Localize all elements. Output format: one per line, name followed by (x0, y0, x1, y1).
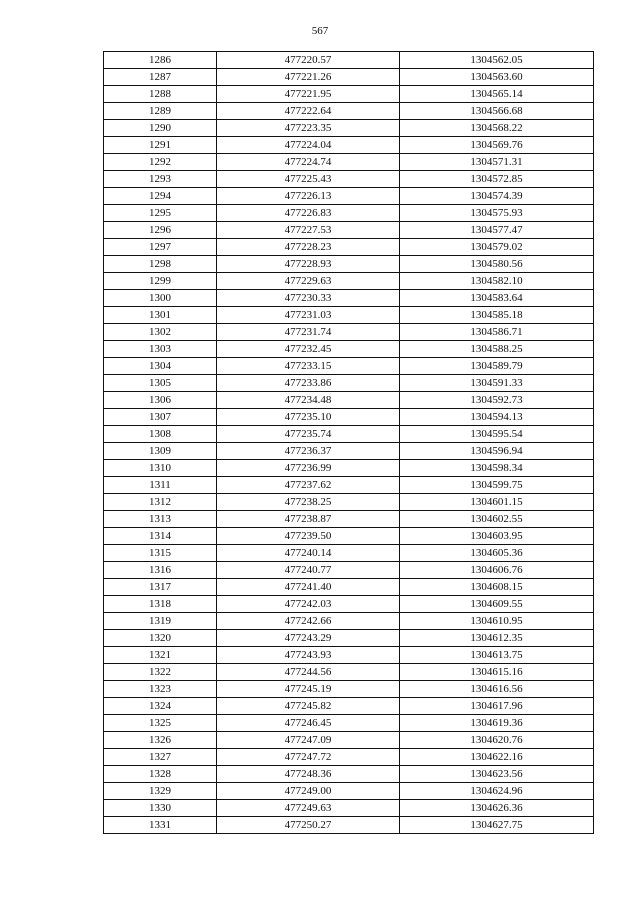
x-coordinate-cell: 477243.29 (217, 630, 400, 647)
x-coordinate-cell: 477248.36 (217, 766, 400, 783)
y-coordinate-cell: 1304588.25 (400, 341, 594, 358)
y-coordinate-cell: 1304562.05 (400, 52, 594, 69)
table-row (104, 154, 594, 171)
y-coordinate-cell: 1304580.56 (400, 256, 594, 273)
point-number-cell: 1288 (104, 86, 217, 103)
y-coordinate-cell: 1304606.76 (400, 562, 594, 579)
y-coordinate-cell: 1304571.31 (400, 154, 594, 171)
y-coordinate-cell: 1304626.36 (400, 800, 594, 817)
table-row (104, 562, 594, 579)
y-coordinate-cell: 1304595.54 (400, 426, 594, 443)
table-row (104, 86, 594, 103)
x-coordinate-cell: 477249.63 (217, 800, 400, 817)
point-number-cell: 1308 (104, 426, 217, 443)
x-coordinate-cell: 477243.93 (217, 647, 400, 664)
table-row (104, 681, 594, 698)
point-number-cell: 1320 (104, 630, 217, 647)
x-coordinate-cell: 477232.45 (217, 341, 400, 358)
x-coordinate-cell: 477245.19 (217, 681, 400, 698)
table-row (104, 715, 594, 732)
y-coordinate-cell: 1304586.71 (400, 324, 594, 341)
point-number-cell: 1329 (104, 783, 217, 800)
point-number-cell: 1328 (104, 766, 217, 783)
x-coordinate-cell: 477234.48 (217, 392, 400, 409)
table-row (104, 749, 594, 766)
x-coordinate-cell: 477250.27 (217, 817, 400, 834)
y-coordinate-cell: 1304572.85 (400, 171, 594, 188)
point-number-cell: 1313 (104, 511, 217, 528)
y-coordinate-cell: 1304563.60 (400, 69, 594, 86)
table-row (104, 613, 594, 630)
y-coordinate-cell: 1304613.75 (400, 647, 594, 664)
point-number-cell: 1303 (104, 341, 217, 358)
table-row (104, 800, 594, 817)
point-number-cell: 1330 (104, 800, 217, 817)
y-coordinate-cell: 1304599.75 (400, 477, 594, 494)
y-coordinate-cell: 1304565.14 (400, 86, 594, 103)
point-number-cell: 1293 (104, 171, 217, 188)
x-coordinate-cell: 477222.64 (217, 103, 400, 120)
y-coordinate-cell: 1304568.22 (400, 120, 594, 137)
table-row (104, 596, 594, 613)
point-number-cell: 1289 (104, 103, 217, 120)
table-row (104, 103, 594, 120)
table-row (104, 443, 594, 460)
point-number-cell: 1297 (104, 239, 217, 256)
y-coordinate-cell: 1304592.73 (400, 392, 594, 409)
x-coordinate-cell: 477229.63 (217, 273, 400, 290)
y-coordinate-cell: 1304575.93 (400, 205, 594, 222)
page-number: 567 (311, 25, 329, 37)
x-coordinate-cell: 477231.03 (217, 307, 400, 324)
point-number-cell: 1325 (104, 715, 217, 732)
y-coordinate-cell: 1304596.94 (400, 443, 594, 460)
point-number-cell: 1307 (104, 409, 217, 426)
table-row (104, 256, 594, 273)
x-coordinate-cell: 477236.37 (217, 443, 400, 460)
x-coordinate-cell: 477242.66 (217, 613, 400, 630)
x-coordinate-cell: 477245.82 (217, 698, 400, 715)
x-coordinate-cell: 477237.62 (217, 477, 400, 494)
y-coordinate-cell: 1304603.95 (400, 528, 594, 545)
point-number-cell: 1315 (104, 545, 217, 562)
x-coordinate-cell: 477239.50 (217, 528, 400, 545)
x-coordinate-cell: 477230.33 (217, 290, 400, 307)
point-number-cell: 1300 (104, 290, 217, 307)
x-coordinate-cell: 477233.15 (217, 358, 400, 375)
table-row (104, 137, 594, 154)
table-row (104, 817, 594, 834)
y-coordinate-cell: 1304609.55 (400, 596, 594, 613)
table-row (104, 52, 594, 69)
table-row (104, 528, 594, 545)
table-row (104, 171, 594, 188)
point-number-cell: 1319 (104, 613, 217, 630)
x-coordinate-cell: 477221.95 (217, 86, 400, 103)
table-row (104, 460, 594, 477)
point-number-cell: 1299 (104, 273, 217, 290)
table-row (104, 579, 594, 596)
y-coordinate-cell: 1304610.95 (400, 613, 594, 630)
table-row (104, 222, 594, 239)
x-coordinate-cell: 477240.14 (217, 545, 400, 562)
point-number-cell: 1290 (104, 120, 217, 137)
y-coordinate-cell: 1304602.55 (400, 511, 594, 528)
x-coordinate-cell: 477226.83 (217, 205, 400, 222)
table-row (104, 120, 594, 137)
y-coordinate-cell: 1304566.68 (400, 103, 594, 120)
y-coordinate-cell: 1304615.16 (400, 664, 594, 681)
table-row (104, 188, 594, 205)
point-number-cell: 1305 (104, 375, 217, 392)
x-coordinate-cell: 477247.09 (217, 732, 400, 749)
point-number-cell: 1316 (104, 562, 217, 579)
coordinates-table-body (104, 52, 594, 834)
point-number-cell: 1301 (104, 307, 217, 324)
table-row (104, 392, 594, 409)
point-number-cell: 1309 (104, 443, 217, 460)
point-number-cell: 1321 (104, 647, 217, 664)
table-row (104, 205, 594, 222)
x-coordinate-cell: 477249.00 (217, 783, 400, 800)
point-number-cell: 1304 (104, 358, 217, 375)
point-number-cell: 1296 (104, 222, 217, 239)
point-number-cell: 1291 (104, 137, 217, 154)
table-row (104, 358, 594, 375)
point-number-cell: 1324 (104, 698, 217, 715)
y-coordinate-cell: 1304591.33 (400, 375, 594, 392)
point-number-cell: 1286 (104, 52, 217, 69)
point-number-cell: 1292 (104, 154, 217, 171)
x-coordinate-cell: 477221.26 (217, 69, 400, 86)
point-number-cell: 1314 (104, 528, 217, 545)
x-coordinate-cell: 477242.03 (217, 596, 400, 613)
x-coordinate-cell: 477244.56 (217, 664, 400, 681)
table-row (104, 766, 594, 783)
y-coordinate-cell: 1304601.15 (400, 494, 594, 511)
point-number-cell: 1310 (104, 460, 217, 477)
point-number-cell: 1287 (104, 69, 217, 86)
x-coordinate-cell: 477238.25 (217, 494, 400, 511)
x-coordinate-cell: 477227.53 (217, 222, 400, 239)
table-row (104, 698, 594, 715)
y-coordinate-cell: 1304579.02 (400, 239, 594, 256)
x-coordinate-cell: 477246.45 (217, 715, 400, 732)
table-row (104, 511, 594, 528)
x-coordinate-cell: 477226.13 (217, 188, 400, 205)
table-row (104, 307, 594, 324)
point-number-cell: 1294 (104, 188, 217, 205)
point-number-cell: 1323 (104, 681, 217, 698)
x-coordinate-cell: 477235.74 (217, 426, 400, 443)
y-coordinate-cell: 1304605.36 (400, 545, 594, 562)
coordinates-table (103, 51, 594, 834)
point-number-cell: 1302 (104, 324, 217, 341)
x-coordinate-cell: 477247.72 (217, 749, 400, 766)
y-coordinate-cell: 1304617.96 (400, 698, 594, 715)
y-coordinate-cell: 1304574.39 (400, 188, 594, 205)
y-coordinate-cell: 1304619.36 (400, 715, 594, 732)
y-coordinate-cell: 1304598.34 (400, 460, 594, 477)
table-row (104, 664, 594, 681)
table-row (104, 426, 594, 443)
x-coordinate-cell: 477235.10 (217, 409, 400, 426)
point-number-cell: 1306 (104, 392, 217, 409)
table-row (104, 494, 594, 511)
y-coordinate-cell: 1304583.64 (400, 290, 594, 307)
x-coordinate-cell: 477241.40 (217, 579, 400, 596)
y-coordinate-cell: 1304582.10 (400, 273, 594, 290)
table-row (104, 341, 594, 358)
point-number-cell: 1317 (104, 579, 217, 596)
table-row (104, 477, 594, 494)
table-row (104, 375, 594, 392)
y-coordinate-cell: 1304569.76 (400, 137, 594, 154)
table-row (104, 324, 594, 341)
table-row (104, 647, 594, 664)
y-coordinate-cell: 1304623.56 (400, 766, 594, 783)
point-number-cell: 1295 (104, 205, 217, 222)
y-coordinate-cell: 1304594.13 (400, 409, 594, 426)
y-coordinate-cell: 1304624.96 (400, 783, 594, 800)
x-coordinate-cell: 477240.77 (217, 562, 400, 579)
x-coordinate-cell: 477228.23 (217, 239, 400, 256)
table-row (104, 545, 594, 562)
y-coordinate-cell: 1304589.79 (400, 358, 594, 375)
y-coordinate-cell: 1304577.47 (400, 222, 594, 239)
point-number-cell: 1312 (104, 494, 217, 511)
point-number-cell: 1331 (104, 817, 217, 834)
table-row (104, 290, 594, 307)
x-coordinate-cell: 477233.86 (217, 375, 400, 392)
y-coordinate-cell: 1304616.56 (400, 681, 594, 698)
x-coordinate-cell: 477238.87 (217, 511, 400, 528)
x-coordinate-cell: 477220.57 (217, 52, 400, 69)
y-coordinate-cell: 1304620.76 (400, 732, 594, 749)
point-number-cell: 1311 (104, 477, 217, 494)
y-coordinate-cell: 1304622.16 (400, 749, 594, 766)
table-row (104, 783, 594, 800)
table-row (104, 732, 594, 749)
x-coordinate-cell: 477223.35 (217, 120, 400, 137)
x-coordinate-cell: 477225.43 (217, 171, 400, 188)
y-coordinate-cell: 1304585.18 (400, 307, 594, 324)
table-row (104, 239, 594, 256)
x-coordinate-cell: 477231.74 (217, 324, 400, 341)
table-row (104, 273, 594, 290)
y-coordinate-cell: 1304627.75 (400, 817, 594, 834)
y-coordinate-cell: 1304612.35 (400, 630, 594, 647)
x-coordinate-cell: 477228.93 (217, 256, 400, 273)
x-coordinate-cell: 477236.99 (217, 460, 400, 477)
point-number-cell: 1318 (104, 596, 217, 613)
point-number-cell: 1327 (104, 749, 217, 766)
point-number-cell: 1298 (104, 256, 217, 273)
x-coordinate-cell: 477224.04 (217, 137, 400, 154)
x-coordinate-cell: 477224.74 (217, 154, 400, 171)
table-row (104, 630, 594, 647)
point-number-cell: 1326 (104, 732, 217, 749)
point-number-cell: 1322 (104, 664, 217, 681)
table-row (104, 69, 594, 86)
y-coordinate-cell: 1304608.15 (400, 579, 594, 596)
table-row (104, 409, 594, 426)
